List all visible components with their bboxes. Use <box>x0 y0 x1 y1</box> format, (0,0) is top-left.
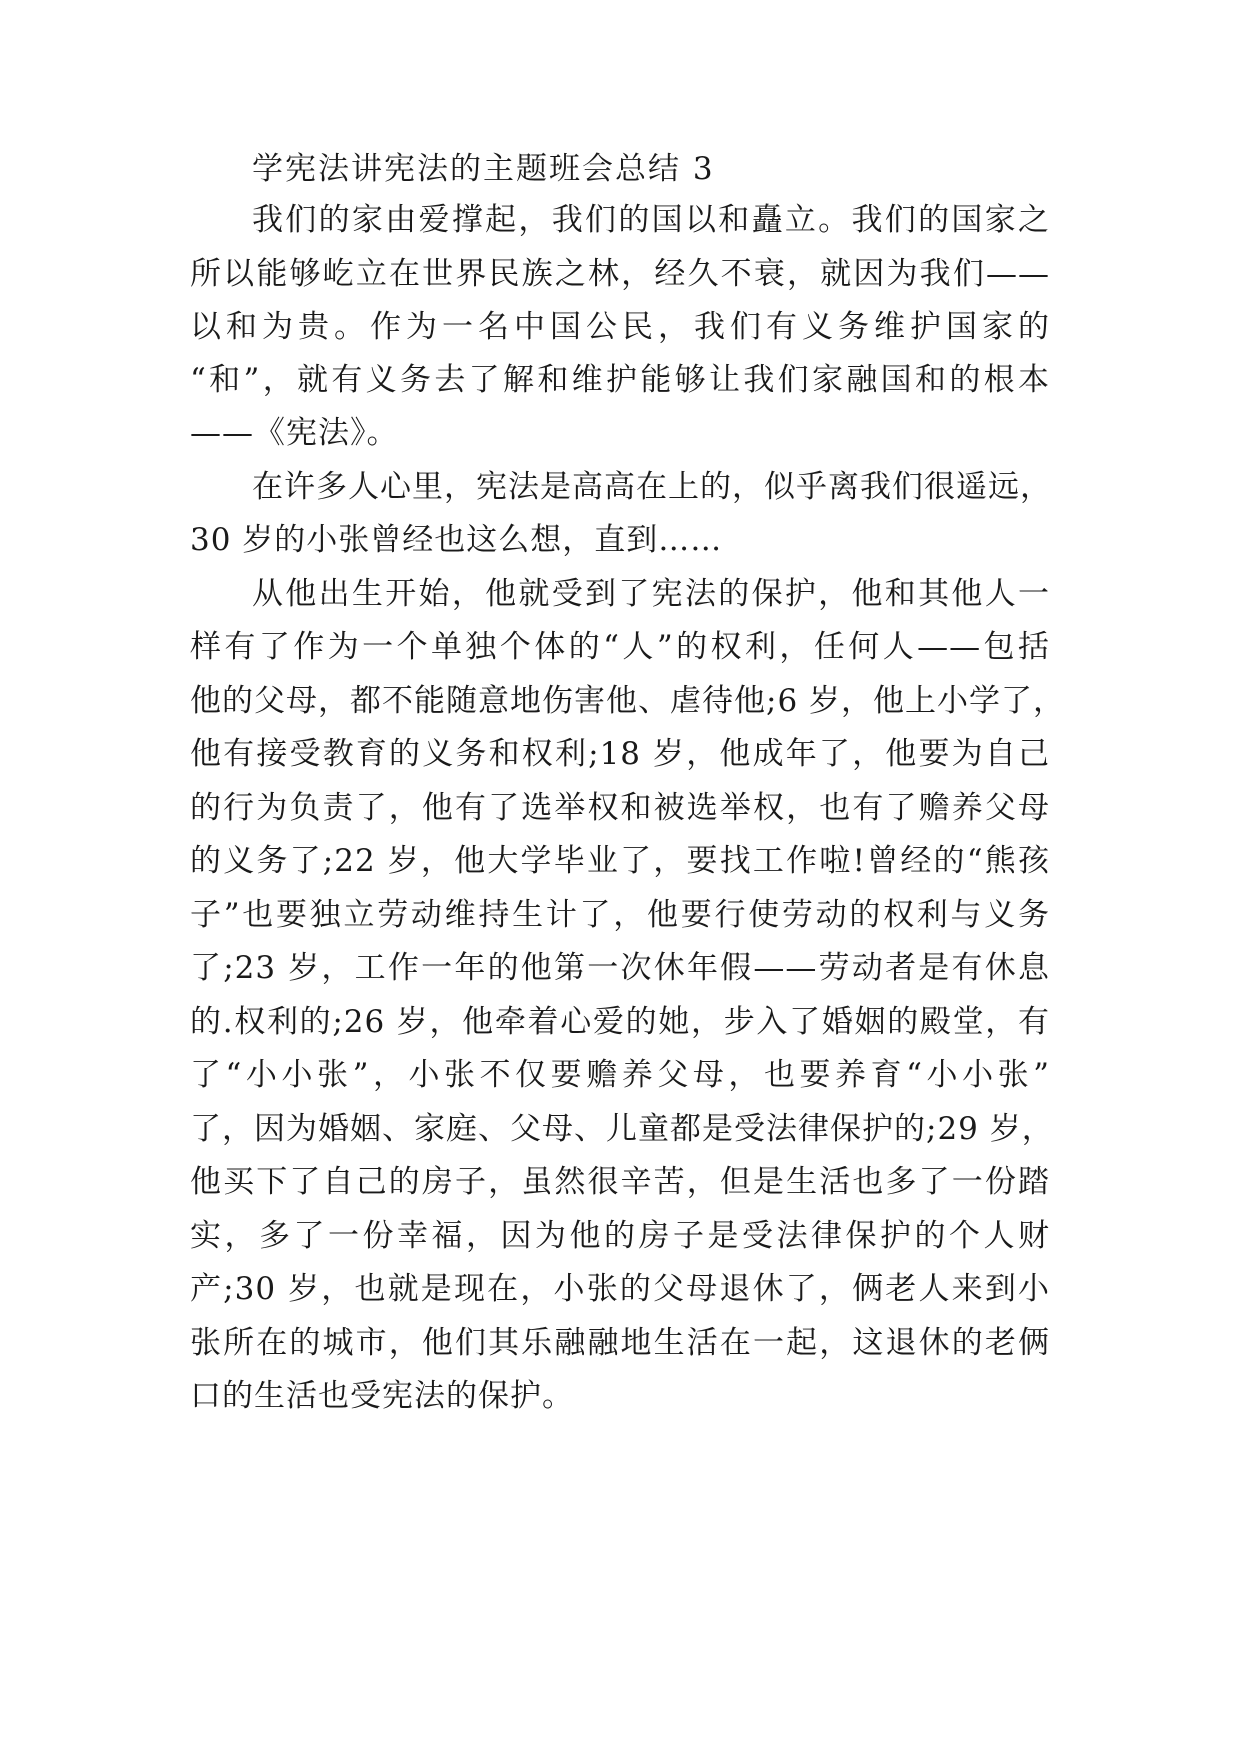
paragraph-1-line-1: 我们的家由爱撑起，我们的国以和矗立。我们的国家之 <box>252 202 1050 238</box>
paragraph-3-line-15: 张所在的城市，他们其乐融融地生活在一起，这退休的老俩 <box>190 1325 1050 1361</box>
paragraph-2-line-1: 在许多人心里，宪法是高高在上的，似乎离我们很遥远， <box>252 469 1052 505</box>
paragraph-3-line-2: 样有了作为一个单独个体的“人”的权利，任何人——包括 <box>190 629 1050 665</box>
paragraph-1-line-5: ——《宪法》。 <box>190 415 399 451</box>
paragraph-3-line-3: 他的父母，都不能随意地伤害他、虐待他;6 岁，他上小学了， <box>190 683 1066 719</box>
paragraph-1-line-3: 以和为贵。作为一名中国公民，我们有义务维护国家的 <box>190 309 1050 345</box>
paragraph-3-line-14: 产;30 岁，也就是现在，小张的父母退休了，俩老人来到小 <box>190 1271 1050 1307</box>
paragraph-3-line-5: 的行为负责了，他有了选举权和被选举权，也有了赡养父母 <box>190 790 1050 826</box>
paragraph-1-line-4: “和”，就有义务去了解和维护能够让我们家融国和的根本 <box>190 362 1050 398</box>
paragraph-3-line-16: 口的生活也受宪法的保护。 <box>190 1378 574 1414</box>
paragraph-3-line-10: 了“小小张”，小张不仅要赡养父母，也要养育“小小张” <box>190 1057 1050 1093</box>
paragraph-3-line-6: 的义务了;22 岁，他大学毕业了，要找工作啦!曾经的“熊孩 <box>190 843 1050 879</box>
paragraph-1-line-2: 所以能够屹立在世界民族之林，经久不衰，就因为我们—— <box>190 256 1050 292</box>
paragraph-3-line-9: 的.权利的;26 岁，他牵着心爱的她，步入了婚姻的殿堂，有 <box>190 1004 1050 1040</box>
paragraph-3-line-11: 了，因为婚姻、家庭、父母、儿童都是受法律保护的;29 岁， <box>190 1111 1054 1147</box>
paragraph-3-line-1: 从他出生开始，他就受到了宪法的保护，他和其他人一 <box>252 576 1050 612</box>
paragraph-3-line-8: 了;23 岁，工作一年的他第一次休年假——劳动者是有休息 <box>190 950 1050 986</box>
paragraph-2-line-2: 30 岁的小张曾经也这么想，直到…… <box>190 522 723 558</box>
paragraph-3-line-13: 实，多了一份幸福，因为他的房子是受法律保护的个人财 <box>190 1218 1050 1254</box>
paragraph-3-line-7: 子”也要独立劳动维持生计了，他要行使劳动的权利与义务 <box>190 897 1050 933</box>
paragraph-3-line-12: 他买下了自己的房子，虽然很辛苦，但是生活也多了一份踏 <box>190 1164 1050 1200</box>
document-title: 学宪法讲宪法的主题班会总结 3 <box>252 151 715 187</box>
paragraph-3-line-4: 他有接受教育的义务和权利;18 岁，他成年了，他要为自己 <box>190 736 1050 772</box>
